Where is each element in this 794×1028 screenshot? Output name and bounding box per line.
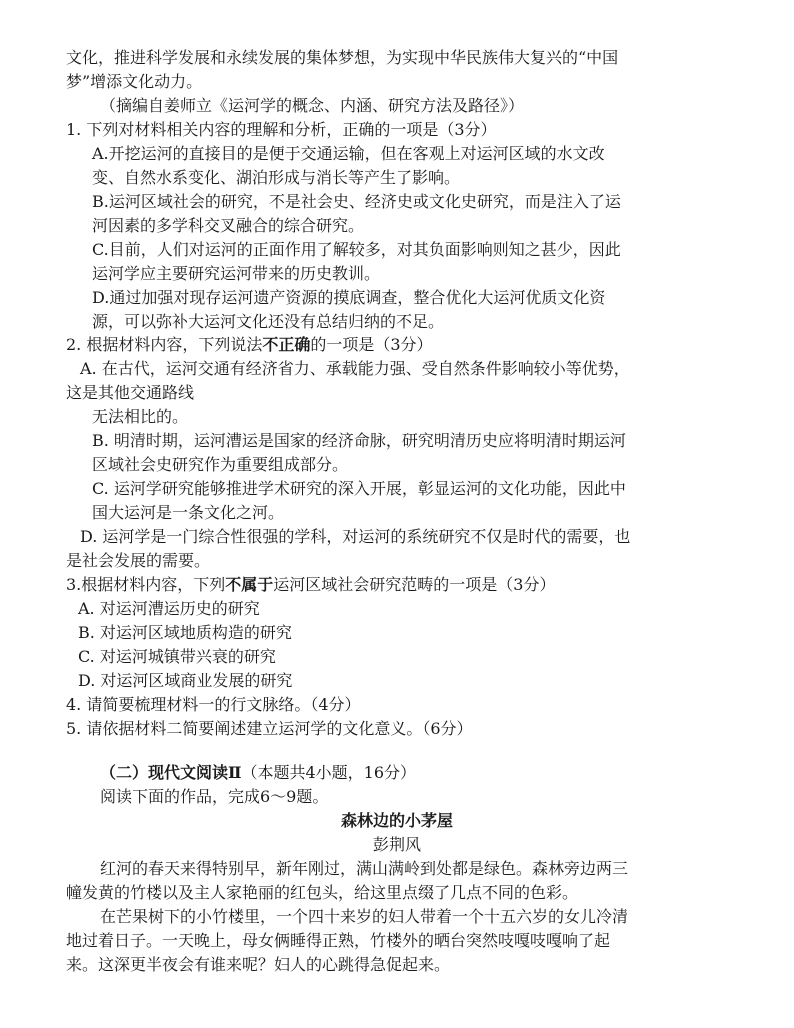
section-heading	[100, 761, 416, 785]
reading-instruction: 阅读下面的作品，完成6～9题。	[100, 787, 329, 806]
q3-stem-emphasis: 不属于	[225, 575, 274, 594]
story-title: 森林边的小茅屋	[340, 811, 453, 830]
q1-option-a-cont: 变、自然水系变化、湖泊形成与消长等产生了影响。	[92, 168, 461, 187]
q1-option-c-cont: 运河学应主要研究运河带来的历史教训。	[92, 264, 381, 283]
story-paragraph-line: 红河的春天来得特别早，新年刚过，满山满岭到处都是绿色。森林旁边两三	[100, 859, 629, 878]
q3-option-d: D. 对运河区域商业发展的研究	[78, 671, 293, 690]
story-paragraph-line: 在芒果树下的小竹楼里，一个四十来岁的妇人带着一个十五六岁的女儿冷清	[100, 907, 629, 926]
story-paragraph-line: 来。这深更半夜会有谁来呢？妇人的心跳得急促起来。	[66, 955, 451, 974]
q2-option-a: A. 在古代，运河交通有经济省力、承载能力强、受自然条件影响较小等优势，	[80, 359, 630, 378]
question-5: 5. 请依据材料二简要阐述建立运河学的文化意义。（6分）	[66, 719, 473, 738]
q1-option-b: B.运河区域社会的研究，不是社会史、经济史或文化史研究，而是注入了运	[92, 192, 621, 211]
source-citation: （摘编自姜师立《运河学的概念、内涵、研究方法及路径》）	[100, 96, 525, 115]
section-heading-note: （本题共4小题，16分）	[241, 763, 417, 782]
q2-stem-post: 的一项是（3分）	[310, 335, 433, 354]
question-2-stem	[66, 333, 433, 357]
question-4: 4. 请简要梳理材料一的行文脉络。（4分）	[66, 695, 361, 714]
q2-stem-pre: 2. 根据材料内容，下列说法	[66, 335, 263, 354]
story-author: 彭荆风	[372, 835, 421, 854]
q3-option-b: B. 对运河区域地质构造的研究	[78, 623, 292, 642]
q2-option-b-cont: 区域社会史研究作为重要组成部分。	[92, 455, 349, 474]
q1-option-a: A.开挖运河的直接目的是便于交通运输，但在客观上对运河区域的水文改	[92, 144, 605, 163]
q2-option-a-cont: 这是其他交通路线	[66, 383, 195, 402]
question-3-stem	[66, 573, 555, 597]
q3-option-a: A. 对运河漕运历史的研究	[78, 599, 260, 618]
text-line: 梦”增添文化动力。	[66, 72, 203, 91]
section-heading-title: （二）现代文阅读Ⅱ	[100, 763, 242, 782]
q2-option-c-cont: 国大运河是一条文化之河。	[92, 503, 285, 522]
q3-stem-post: 运河区域社会研究范畴的一项是（3分）	[273, 575, 556, 594]
q1-option-c: C.目前，人们对运河的正面作用了解较多，对其负面影响则知之甚少，因此	[92, 240, 621, 259]
q2-option-b: B. 明清时期，运河漕运是国家的经济命脉，研究明清历史应将明清时期运河	[92, 431, 626, 450]
q1-option-d: D.通过加强对现存运河遗产资源的摸底调查，整合优化大运河优质文化资	[92, 288, 606, 307]
q2-option-a-cont: 无法相比的。	[92, 407, 189, 426]
q1-option-b-cont: 河因素的多学科交叉融合的综合研究。	[92, 216, 365, 235]
story-paragraph-line: 幢发黄的竹楼以及主人家艳丽的红包头，给这里点缀了几点不同的色彩。	[66, 883, 579, 902]
q2-option-d-cont: 是社会发展的需要。	[66, 551, 211, 570]
question-1-stem: 1. 下列对材料相关内容的理解和分析，正确的一项是（3分）	[66, 120, 497, 139]
q2-option-c: C. 运河学研究能够推进学术研究的深入开展，彰显运河的文化功能，因此中	[92, 479, 626, 498]
story-paragraph-line: 地过着日子。一天晚上，母女俩睡得正熟，竹楼外的晒台突然吱嘎吱嘎响了起	[66, 931, 611, 950]
q3-option-c: C. 对运河城镇带兴衰的研究	[78, 647, 276, 666]
q1-option-d-cont: 源，可以弥补大运河文化还没有总结归纳的不足。	[92, 312, 445, 331]
text-line: 文化，推进科学发展和永续发展的集体梦想，为实现中华民族伟大复兴的“中国	[66, 48, 619, 67]
q2-option-d: D. 运河学是一门综合性很强的学科，对运河的系统研究不仅是时代的需要，也	[80, 527, 631, 546]
q3-stem-pre: 3.根据材料内容，下列	[66, 575, 226, 594]
q2-stem-emphasis: 不正确	[262, 335, 311, 354]
